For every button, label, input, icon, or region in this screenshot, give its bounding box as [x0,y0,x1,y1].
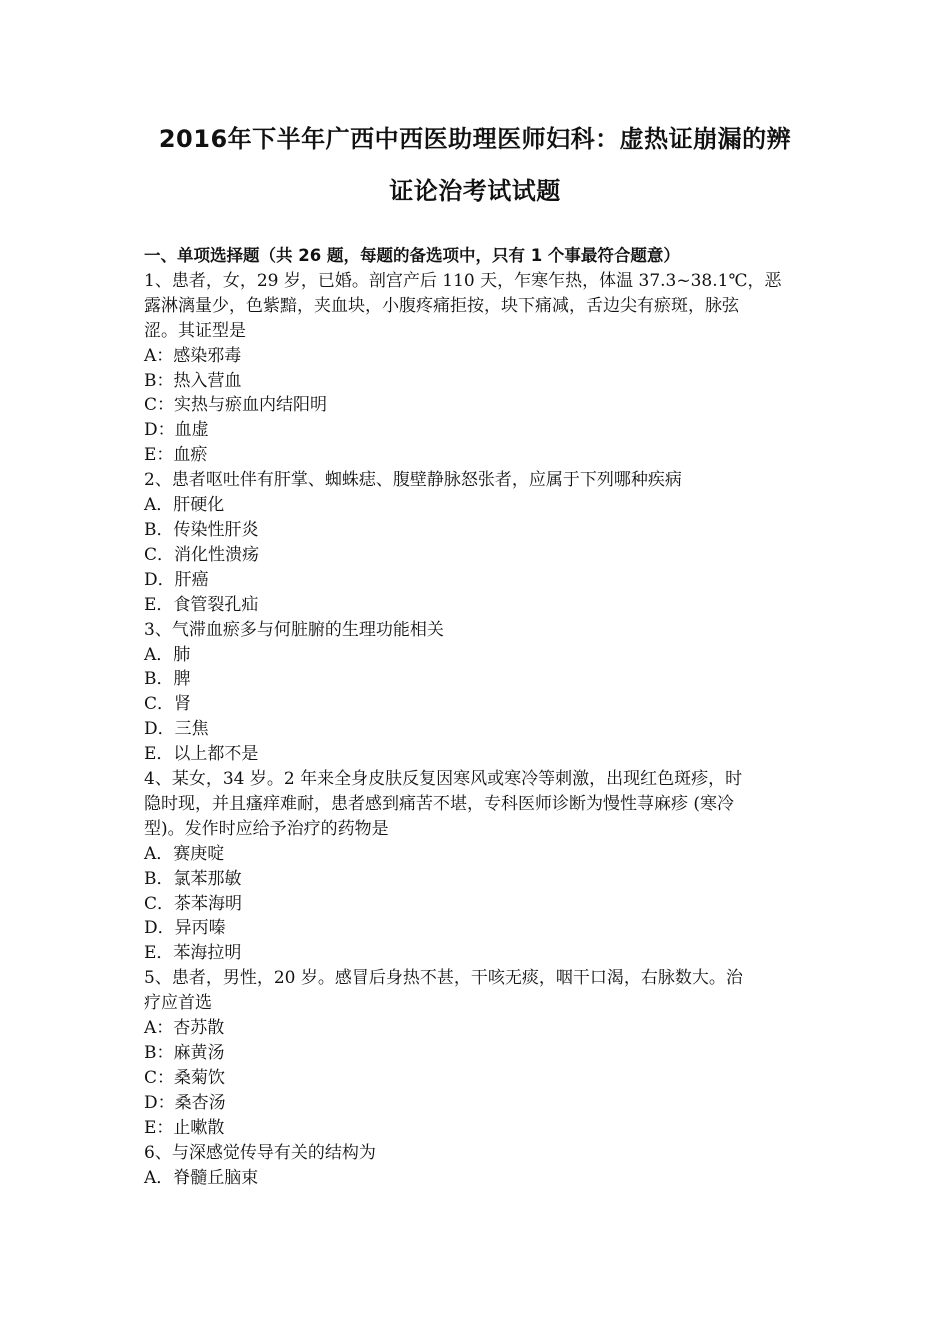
question-text-line: 5、患者，男性，20 岁。感冒后身热不甚，干咳无痰，咽干口渴，右脉数大。治 [144,968,743,989]
question-text-line: 隐时现，并且瘙痒难耐，患者感到痛苦不堪，专科医师诊断为慢性荨麻疹 (寒冷 [144,793,735,814]
answer-option: A：杏苏散 [144,1018,225,1039]
question-block [144,1141,816,1191]
question-text-line: 4、某女，34 岁。2 年来全身皮肤反复因寒风或寒冷等刺激，出现红色斑疹，时 [144,769,743,790]
document-title-line-1: 2016年下半年广西中西医助理医师妇科：虚热证崩漏的辨 [158,125,792,153]
answer-option: A：感染邪毒 [144,345,242,366]
question-block [144,966,816,1140]
question-text-line: 3、气滞血瘀多与何脏腑的生理功能相关 [144,619,444,640]
answer-option: E．以上都不是 [144,744,259,765]
answer-option: C．茶苯海明 [144,893,243,914]
answer-option: B．传染性肝炎 [144,519,259,540]
question-text-line: 疗应首选 [144,993,212,1014]
answer-option: D：血虚 [144,420,209,441]
answer-option: E．苯海拉明 [144,943,242,964]
question-text-line: 露淋漓量少，色紫黯，夹血块，小腹疼痛拒按，块下痛减，舌边尖有瘀斑，脉弦 [144,295,739,316]
question-text-line: 2、患者呕吐伴有肝掌、蜘蛛痣、腹壁静脉怒张者，应属于下列哪种疾病 [144,470,682,491]
question-block [144,767,816,966]
answer-option: B．氯苯那敏 [144,868,242,889]
answer-option: E：止嗽散 [144,1117,225,1138]
answer-option: A．肝硬化 [144,495,225,516]
question-block [144,618,816,767]
answer-option: C．肾 [144,694,192,715]
document-body [144,244,816,1190]
document-title-line-2: 证论治考试试题 [389,177,561,205]
answer-option: C：实热与瘀血内结阳明 [144,395,328,416]
answer-option: A．脊髓丘脑束 [144,1167,259,1188]
answer-option: E．食管裂孔疝 [144,594,259,615]
question-text-line: 型)。发作时应给予治疗的药物是 [144,818,389,839]
question-text-line: 1、患者，女，29 岁，已婚。剖宫产后 110 天，乍寒乍热，体温 37.3~38.1℃，恶 [144,270,782,291]
answer-option: A．赛庚啶 [144,843,225,864]
answer-option: D．肝癌 [144,569,209,590]
answer-option: D：桑杏汤 [144,1092,226,1113]
question-block [144,269,816,468]
question-text-line: 涩。其证型是 [144,320,246,341]
section-heading: 一、单项选择题（共 26 题，每题的备选项中，只有 1 个事最符合题意） [144,246,680,265]
answer-option: E：血瘀 [144,445,208,466]
answer-option: D．三焦 [144,719,209,740]
question-block [144,468,816,617]
answer-option: B：热入营血 [144,370,242,391]
answer-option: D．异丙嗪 [144,918,226,939]
question-text-line: 6、与深感觉传导有关的结构为 [144,1142,376,1163]
answer-option: B：麻黄汤 [144,1043,225,1063]
answer-option: A．肺 [144,644,191,665]
answer-option: C：桑菊饮 [144,1067,226,1088]
answer-option: B．脾 [144,669,191,690]
answer-option: C．消化性溃疡 [144,544,260,565]
